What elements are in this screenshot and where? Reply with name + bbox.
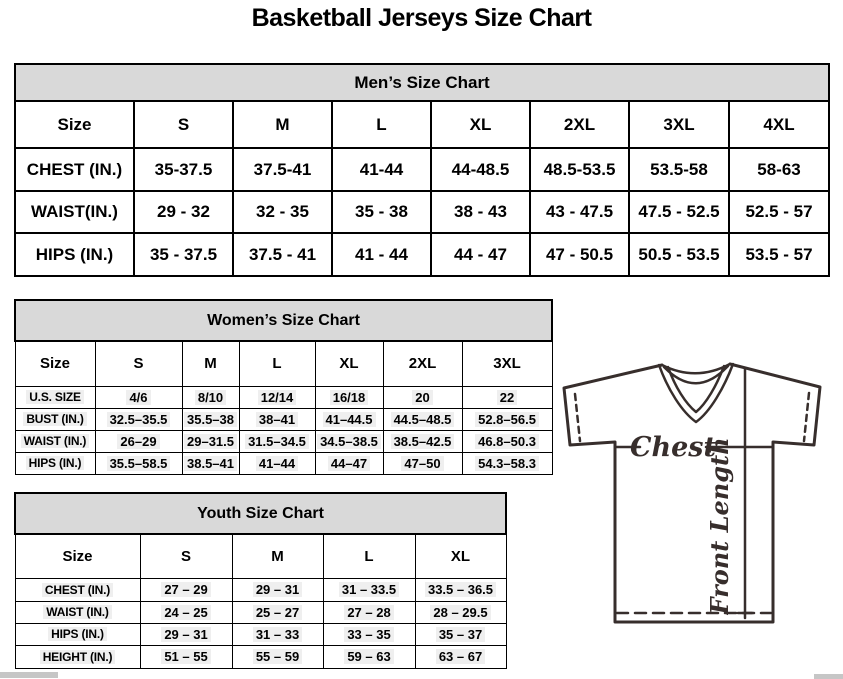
jersey-outline <box>564 364 820 622</box>
table-row <box>15 601 506 623</box>
table-row <box>15 341 552 386</box>
row-label: HEIGHT (IN.) <box>15 645 140 668</box>
horizontal-scrollbar-fragment[interactable] <box>814 674 843 679</box>
column-header: M <box>182 341 239 386</box>
youth-size-table <box>14 492 507 669</box>
column-header: Size <box>15 101 134 148</box>
table-cell: 4/6 <box>95 386 182 408</box>
table-row <box>15 233 829 276</box>
table-row <box>15 148 829 191</box>
table-row <box>15 101 829 148</box>
column-header: Size <box>15 341 95 386</box>
jersey-measurement-diagram <box>556 356 834 632</box>
table-cell: 38 - 43 <box>431 191 530 233</box>
table-cell: 29 – 31 <box>140 623 232 645</box>
table-cell: 26–29 <box>95 430 182 452</box>
column-header: L <box>239 341 315 386</box>
row-label: WAIST (IN.) <box>15 430 95 452</box>
table-cell: 31.5–34.5 <box>239 430 315 452</box>
table-cell: 35 - 37.5 <box>134 233 233 276</box>
table-cell: 35 - 38 <box>332 191 431 233</box>
table-row <box>15 645 506 668</box>
column-header: M <box>232 534 323 578</box>
table-cell: 28 – 29.5 <box>415 601 506 623</box>
column-header: XL <box>431 101 530 148</box>
horizontal-scrollbar-fragment[interactable] <box>0 672 58 678</box>
table-cell: 25 – 27 <box>232 601 323 623</box>
table-cell: 33 – 35 <box>323 623 415 645</box>
table-cell: 47.5 - 52.5 <box>629 191 729 233</box>
table-cell: 44–47 <box>315 452 383 474</box>
table-row <box>15 300 552 341</box>
table-row <box>15 534 506 578</box>
table-cell: 16/18 <box>315 386 383 408</box>
table-row <box>15 578 506 601</box>
table-cell: 32.5–35.5 <box>95 408 182 430</box>
column-header: S <box>134 101 233 148</box>
table-row <box>15 386 552 408</box>
column-header: 2XL <box>383 341 462 386</box>
table-cell: 41–44 <box>239 452 315 474</box>
table-cell: 41–44.5 <box>315 408 383 430</box>
table-row <box>15 430 552 452</box>
row-label: HIPS (IN.) <box>15 452 95 474</box>
column-header: L <box>332 101 431 148</box>
table-cell: 34.5–38.5 <box>315 430 383 452</box>
table-cell: 50.5 - 53.5 <box>629 233 729 276</box>
table-cell: 44.5–48.5 <box>383 408 462 430</box>
table-cell: 29 - 32 <box>134 191 233 233</box>
table-cell: 35-37.5 <box>134 148 233 191</box>
column-header: 2XL <box>530 101 629 148</box>
table-cell: 63 – 67 <box>415 645 506 668</box>
column-header: 3XL <box>462 341 552 386</box>
table-cell: 31 – 33 <box>232 623 323 645</box>
column-header: XL <box>315 341 383 386</box>
table-cell: 46.8–50.3 <box>462 430 552 452</box>
table-cell: 24 – 25 <box>140 601 232 623</box>
table-cell: 44 - 47 <box>431 233 530 276</box>
table-cell: 20 <box>383 386 462 408</box>
table-cell: 48.5-53.5 <box>530 148 629 191</box>
row-label: U.S. SIZE <box>15 386 95 408</box>
table-cell: 31 – 33.5 <box>323 578 415 601</box>
table-cell: 43 - 47.5 <box>530 191 629 233</box>
table-cell: 38.5–42.5 <box>383 430 462 452</box>
table-row <box>15 408 552 430</box>
column-header: S <box>140 534 232 578</box>
table-cell: 47–50 <box>383 452 462 474</box>
table-cell: 52.8–56.5 <box>462 408 552 430</box>
column-header: 4XL <box>729 101 829 148</box>
table-cell: 38.5–41 <box>182 452 239 474</box>
table-cell: 35.5–38 <box>182 408 239 430</box>
column-header: Size <box>15 534 140 578</box>
table-cell: 29–31.5 <box>182 430 239 452</box>
row-label: HIPS (IN.) <box>15 623 140 645</box>
table-cell: 44-48.5 <box>431 148 530 191</box>
table-cell: 38–41 <box>239 408 315 430</box>
table-row <box>15 493 506 534</box>
table-cell: 37.5-41 <box>233 148 332 191</box>
chest-label: Chest <box>630 432 716 463</box>
table-cell: 41 - 44 <box>332 233 431 276</box>
column-header: S <box>95 341 182 386</box>
column-header: XL <box>415 534 506 578</box>
table-cell: 37.5 - 41 <box>233 233 332 276</box>
womens-table-title: Women’s Size Chart <box>15 300 552 341</box>
row-label: WAIST (IN.) <box>15 601 140 623</box>
table-row <box>15 191 829 233</box>
table-cell: 29 – 31 <box>232 578 323 601</box>
table-cell: 52.5 - 57 <box>729 191 829 233</box>
row-label: CHEST (IN.) <box>15 148 134 191</box>
mens-table-title: Men’s Size Chart <box>15 64 829 101</box>
table-cell: 35.5–58.5 <box>95 452 182 474</box>
table-cell: 27 – 28 <box>323 601 415 623</box>
youth-table-title: Youth Size Chart <box>15 493 506 534</box>
column-header: L <box>323 534 415 578</box>
column-header: 3XL <box>629 101 729 148</box>
table-cell: 8/10 <box>182 386 239 408</box>
table-cell: 22 <box>462 386 552 408</box>
table-row <box>15 452 552 474</box>
row-label: HIPS (IN.) <box>15 233 134 276</box>
page-title: Basketball Jerseys Size Chart <box>251 4 592 32</box>
table-cell: 58-63 <box>729 148 829 191</box>
table-cell: 53.5-58 <box>629 148 729 191</box>
womens-size-table <box>14 299 553 475</box>
front-length-label: Front Length <box>705 437 734 615</box>
mens-size-table <box>14 63 830 277</box>
table-cell: 53.5 - 57 <box>729 233 829 276</box>
table-cell: 12/14 <box>239 386 315 408</box>
table-cell: 35 – 37 <box>415 623 506 645</box>
table-cell: 55 – 59 <box>232 645 323 668</box>
row-label: WAIST(IN.) <box>15 191 134 233</box>
table-cell: 59 – 63 <box>323 645 415 668</box>
table-cell: 47 - 50.5 <box>530 233 629 276</box>
table-cell: 27 – 29 <box>140 578 232 601</box>
table-row <box>15 623 506 645</box>
row-label: BUST (IN.) <box>15 408 95 430</box>
table-cell: 51 – 55 <box>140 645 232 668</box>
row-label: CHEST (IN.) <box>15 578 140 601</box>
column-header: M <box>233 101 332 148</box>
table-row <box>15 64 829 101</box>
table-cell: 41-44 <box>332 148 431 191</box>
table-cell: 32 - 35 <box>233 191 332 233</box>
table-cell: 33.5 – 36.5 <box>415 578 506 601</box>
table-cell: 54.3–58.3 <box>462 452 552 474</box>
